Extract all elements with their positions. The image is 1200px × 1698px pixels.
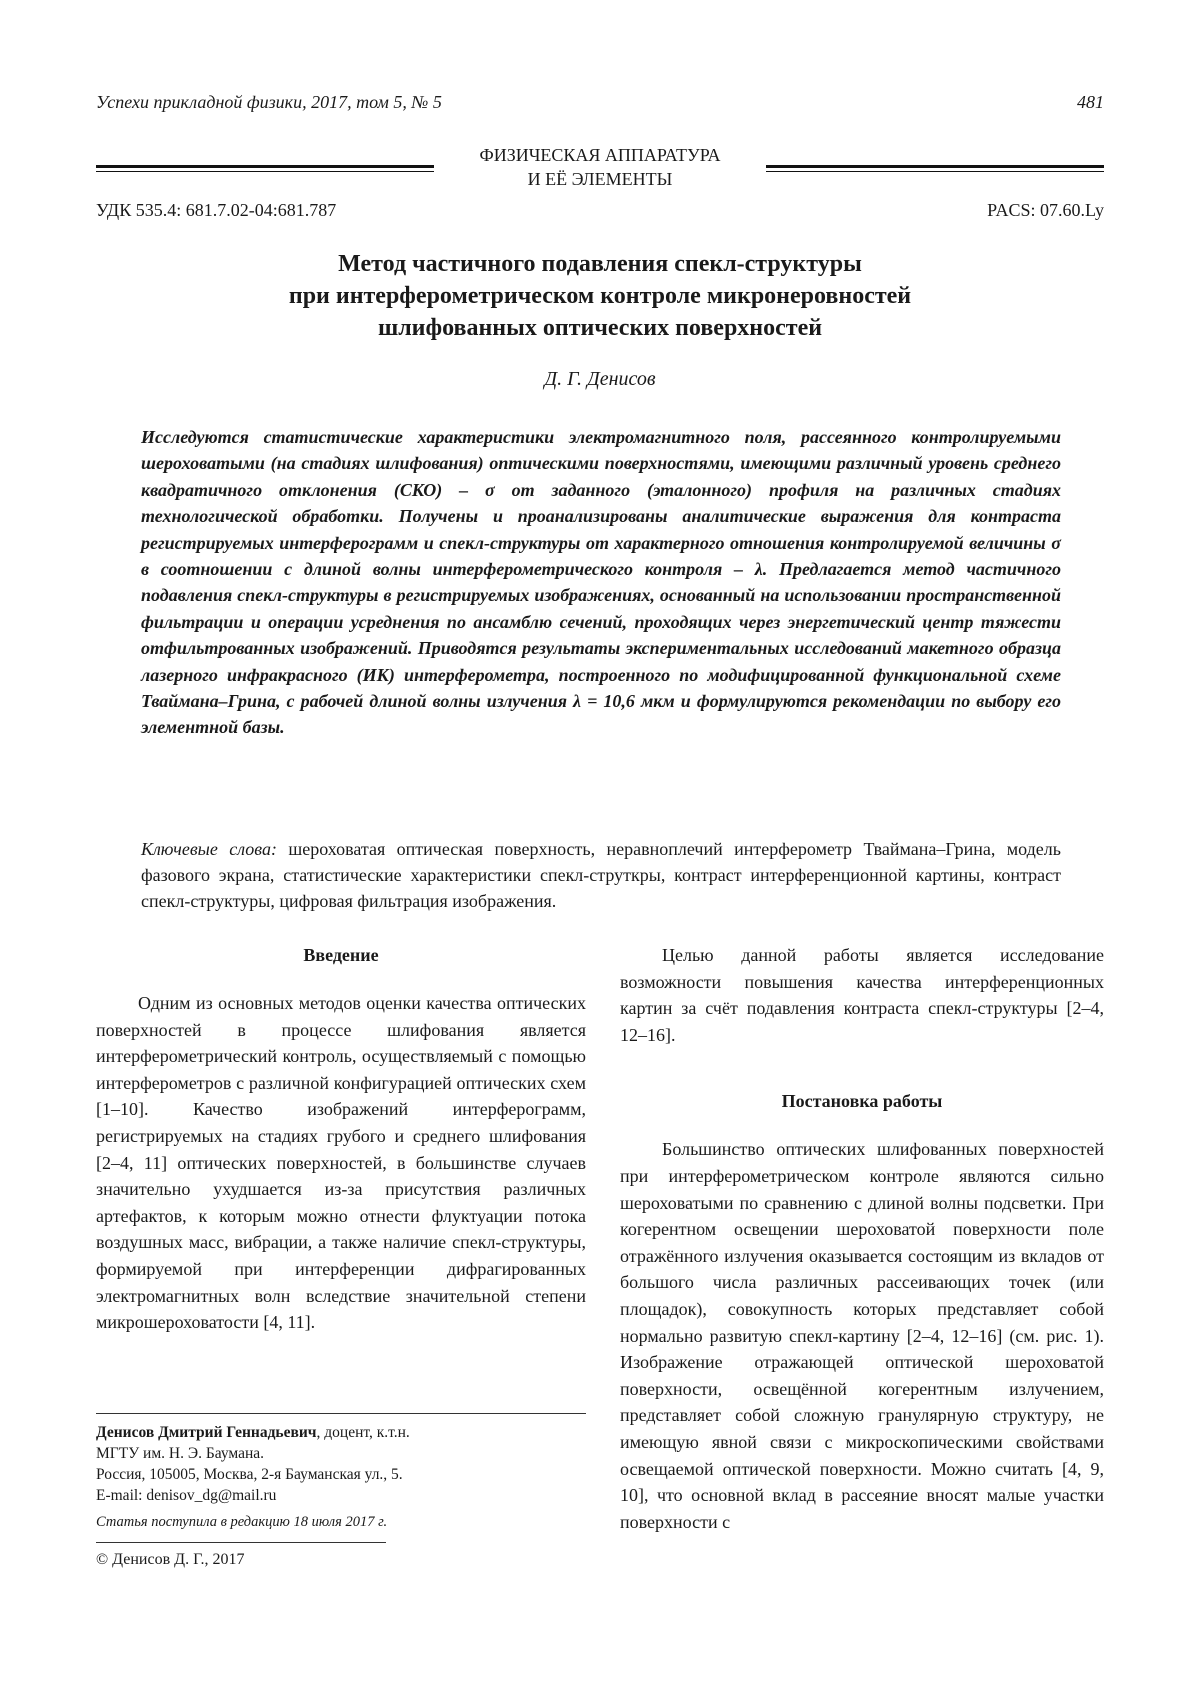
section-rubric [96, 143, 1104, 193]
copyright-notice: © Денисов Д. Г., 2017 [96, 1551, 245, 1568]
footnote-author-name: Денисов Дмитрий Геннадьевич [96, 1424, 317, 1441]
keywords-text: шероховатая оптическая поверхность, неравноплечий интерферометр Тваймана–Грина, модель фазового экрана, статистические характеристики спекл-струткры, контраст интерференционной картины, контраст спекл-структуры, цифровая фильтрация изображения. [141, 839, 1061, 911]
goal-paragraph: Целью данной работы является исследование возможности повышения качества интерференционных картин за счёт подавления контраста спекл-структуры [2–4, 12–16]. [620, 945, 1104, 1045]
received-date: Статья поступила в редакцию 18 июля 2017 г. [96, 1514, 388, 1530]
footnote-address: Россия, 105005, Москва, 2-я Бауманская ул., 5. [96, 1466, 403, 1483]
page-number: 481 [1077, 92, 1104, 112]
title-line-1: Метод частичного подавления спекл-структуры [338, 251, 862, 277]
title-line-2: при интерферометрическом контроле микронеровностей [288, 283, 912, 309]
author-name: Д. Г. Денисов [544, 368, 656, 390]
keywords [141, 836, 1061, 914]
pacs-code: PACS: 07.60.Ly [987, 200, 1104, 220]
classification-codes [96, 200, 1104, 226]
article-title [150, 248, 1050, 344]
intro-heading: Введение [303, 945, 379, 965]
udk-code: УДК 535.4: 681.7.02-04:681.787 [96, 200, 337, 220]
right-column [620, 942, 1104, 1535]
rubric-label [446, 143, 754, 191]
footnote-divider [96, 1413, 586, 1414]
rubric-line-1: ФИЗИЧЕСКАЯ АППАРАТУРА [479, 145, 721, 165]
author-footnote [96, 1422, 596, 1506]
footnote-email: E-mail: denisov_dg@mail.ru [96, 1487, 277, 1504]
left-column [96, 942, 586, 1336]
intro-paragraph: Одним из основных методов оценки качества оптических поверхностей в процессе шлифования является интерферометрический контроль, осуществляемый с помощью интерферометров с различной конфигурацией оптических схем [1–10]. Качество изображений интерферограмм, регистрируемых на стадиях грубого и среднего шлифования [2–4, 11] оптических поверхностей, в большинстве случаев значительно ухудшается из-за присутствия различных артефактов, к которым можно отнести флуктуации потока воздушных масс, вибрации, а также наличие спекл-структуры, формируемой при интерференции дифрагированных электромагнитных волн вследствие значительной степени микрошероховатости [4, 11]. [96, 993, 586, 1333]
journal-citation: Успехи прикладной физики, 2017, том 5, № 5 [96, 92, 442, 112]
running-head [96, 92, 1104, 118]
abstract: Исследуются статистические характеристики электромагнитного поля, рассеянного контролируемыми шероховатыми (на стадиях шлифования) оптическими поверхностями, имеющими различный уровень среднего квадратичного отклонения (СКО) – σ от заданного (эталонного) профиля на различных стадиях технологической обработки. Получены и проанализированы аналитические выражения для контраста регистрируемых интерферограмм и спекл-структуры от характерного отношения контролируемой величины σ в соотношении с длиной волны интерферометрического контроля – λ. Предлагается метод частичного подавления спекл-структуры в регистрируемых изображениях, основанный на использовании пространственной фильтрации и операции усреднения по ансамблю сечений, проходящих через энергетический центр тяжести отфильтрованных изображений. Приводятся результаты экспериментальных исследований макетного образца лазерного инфракрасного (ИК) интерферометра, построенного по модифицированной функциональной схеме Тваймана–Грина, с рабочей длиной волны излучения λ = 10,6 мкм и формулируются рекомендации по выбору его элементной базы. [141, 427, 1061, 738]
footnote-author-position: , доцент, к.т.н. [316, 1424, 410, 1441]
rubric-rule-right [766, 165, 1104, 168]
rubric-line-2: И ЕЁ ЭЛЕМЕНТЫ [527, 169, 673, 189]
statement-paragraph: Большинство оптических шлифованных поверхностей при интерферометрическом контроле являются сильно шероховатыми по сравнению с длиной волны подсветки. При когерентном освещении шероховатой поверхности поле отражённого излучения оказывается состоящим из вкладов от большого числа различных рассеивающих точек (или площадок), совокупность которых представляет собой нормально развитую спекл-картину [2–4, 12–16] (см. рис. 1). Изображение отражающей оптической шероховатой поверхности, освещённой когерентным излучением, представляет собой сложную гранулярную структуру, не имеющую явной связи с микроскопическими свойствами освещаемой оптической поверхности. Можно считать [4, 9, 10], что основной вклад в рассеяние вносят малые участки поверхности с [620, 1139, 1104, 1532]
title-line-3: шлифованных оптических поверхностей [377, 315, 823, 341]
footnote-affiliation: МГТУ им. Н. Э. Баумана. [96, 1445, 265, 1462]
statement-heading: Постановка работы [781, 1091, 943, 1112]
rubric-rule-left [96, 165, 434, 168]
copyright-divider [96, 1542, 386, 1543]
keywords-label: Ключевые слова: [141, 839, 277, 859]
